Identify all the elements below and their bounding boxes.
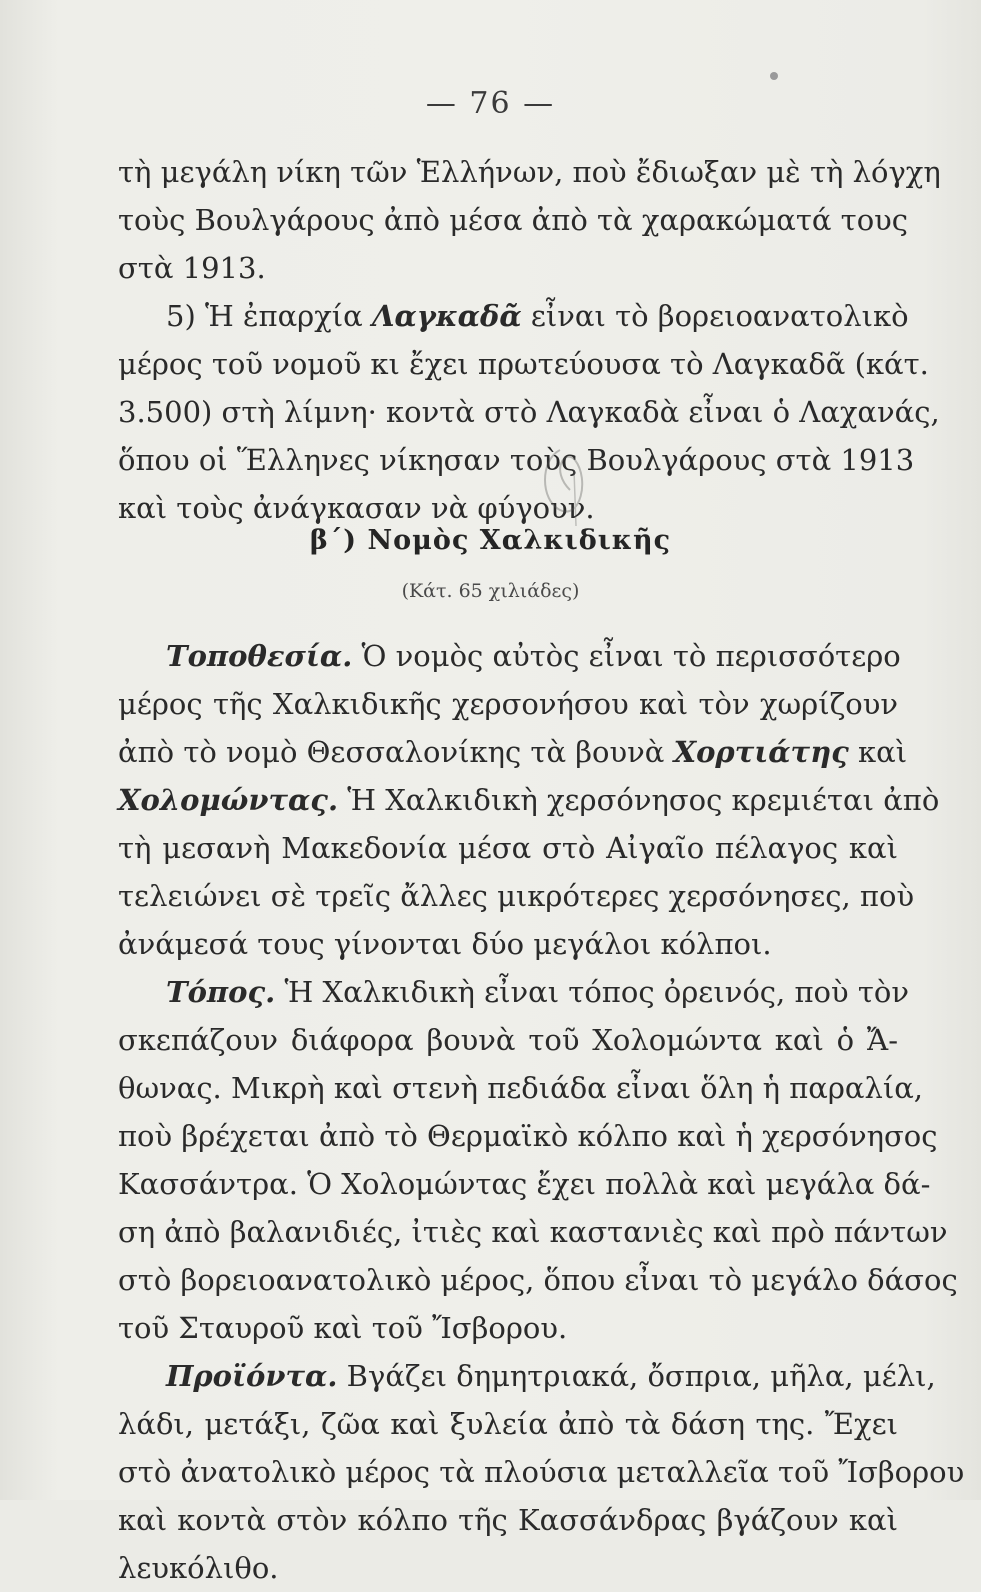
ink-speck [770, 72, 778, 80]
text-line: τοῦ Σταυροῦ καὶ τοῦ Ἴσβορου. [118, 1311, 568, 1345]
text-block-chalkidiki [118, 632, 965, 1592]
text-line: στὰ 1913. [118, 251, 266, 285]
text-line: μέρος τοῦ νομοῦ κι ἔχει πρωτεύουσα τὸ Λαγκαδᾶ (κάτ. [118, 347, 929, 381]
text-line: λάδι, μετάξι, ζῶα καὶ ξυλεία ἀπὸ τὰ δάση της. Ἔχει [118, 1407, 898, 1441]
heading-topothesia: Τοποθεσία. [166, 639, 353, 673]
text-line: τελειώνει σὲ τρεῖς ἄλλες μικρότερες χερσόνησες, ποὺ [118, 879, 915, 913]
section-title: β΄) Νομὸς Χαλκιδικῆς [309, 525, 672, 556]
place-name-chortiatis: Χορτιάτης [673, 735, 849, 769]
text-line-paragraph-5: 5) Ἡ ἐπαρχία Λαγκαδᾶ εἶναι τὸ βορειοανατολικὸ [166, 299, 909, 333]
text-line: Χολομώντας. Ἡ Χαλκιδικὴ χερσόνησος κρεμιέται ἀπὸ [118, 783, 940, 817]
text-line: ἀνάμεσά τους γίνονται δύο μεγάλοι κόλποι. [118, 927, 772, 961]
text-line: τὴ μεσανὴ Μακεδονία μέσα στὸ Αἰγαῖο πέλαγος καὶ [118, 831, 898, 865]
text-line: σκεπάζουν διάφορα βουνὰ τοῦ Χολομώντα καὶ ὁ Ἄ- [118, 1023, 898, 1057]
text-line: ὅπου οἱ Ἕλληνες νίκησαν τοὺς Βουλγάρους στὰ 1913 [118, 443, 915, 477]
text-line: στὸ βορειοανατολικὸ μέρος, ὅπου εἶναι τὸ μεγάλο δάσος [118, 1263, 958, 1297]
text-line: 3.500) στὴ λίμνη· κοντὰ στὸ Λαγκαδὰ εἶναι ὁ Λαχανάς, [118, 395, 940, 429]
text-line: θωνας. Μικρὴ καὶ στενὴ πεδιάδα εἶναι ὅλη ἡ παραλία, [118, 1071, 924, 1105]
text-line: στὸ ἀνατολικὸ μέρος τὰ πλούσια μεταλλεῖα τοῦ Ἴσβορου [118, 1455, 965, 1489]
place-name-lagkadas: Λαγκαδᾶ [371, 299, 522, 333]
text-line: ση ἀπὸ βαλανιδιές, ἰτιὲς καὶ καστανιὲς καὶ πρὸ πάντων [118, 1215, 948, 1249]
heading-topos: Τόπος. [166, 975, 276, 1009]
text-line: ἀπὸ τὸ νομὸ Θεσσαλονίκης τὰ βουνὰ Χορτιάτης καὶ [118, 735, 908, 769]
page-number: — 76 — [425, 86, 556, 121]
heading-proionta: Προϊόντα. [166, 1359, 338, 1393]
place-name-cholomontas: Χολομώντας. [118, 783, 339, 817]
section-subtitle: (Κάτ. 65 χιλιάδες) [401, 580, 580, 602]
text-line: λευκόλιθο. [118, 1551, 279, 1585]
text-line-proionta: Προϊόντα. Βγάζει δημητριακά, ὄσπρια, μῆλα, μέλι, [166, 1359, 936, 1393]
text-line: μέρος τῆς Χαλκιδικῆς χερσονήσου καὶ τὸν χωρίζουν [118, 687, 898, 721]
text-line: Κασσάντρα. Ὁ Χολομώντας ἔχει πολλὰ καὶ μεγάλα δά- [118, 1167, 931, 1201]
text-line: ποὺ βρέχεται ἀπὸ τὸ Θερμαϊκὸ κόλπο καὶ ἡ χερσόνησος [118, 1119, 938, 1153]
text-line: τοὺς Βουλγάρους ἀπὸ μέσα ἀπὸ τὰ χαρακώματά τους [118, 203, 909, 237]
pencil-scribble-mark [530, 440, 600, 530]
text-line: καὶ κοντὰ στὸν κόλπο τῆς Κασσάνδρας βγάζουν καὶ [118, 1503, 898, 1537]
text-line-topothesia: Τοποθεσία. Ὁ νομὸς αὐτὸς εἶναι τὸ περισσότερο [166, 639, 901, 673]
text-line: τὴ μεγάλη νίκη τῶν Ἑλλήνων, ποὺ ἔδιωξαν μὲ τὴ λόγχη [118, 155, 941, 189]
text-line: καὶ τοὺς ἀνάγκασαν νὰ φύγουν. [118, 491, 595, 525]
text-block-top [118, 148, 941, 532]
text-line-topos: Τόπος. Ἡ Χαλκιδικὴ εἶναι τόπος ὀρεινός, ποὺ τὸν [166, 975, 909, 1009]
